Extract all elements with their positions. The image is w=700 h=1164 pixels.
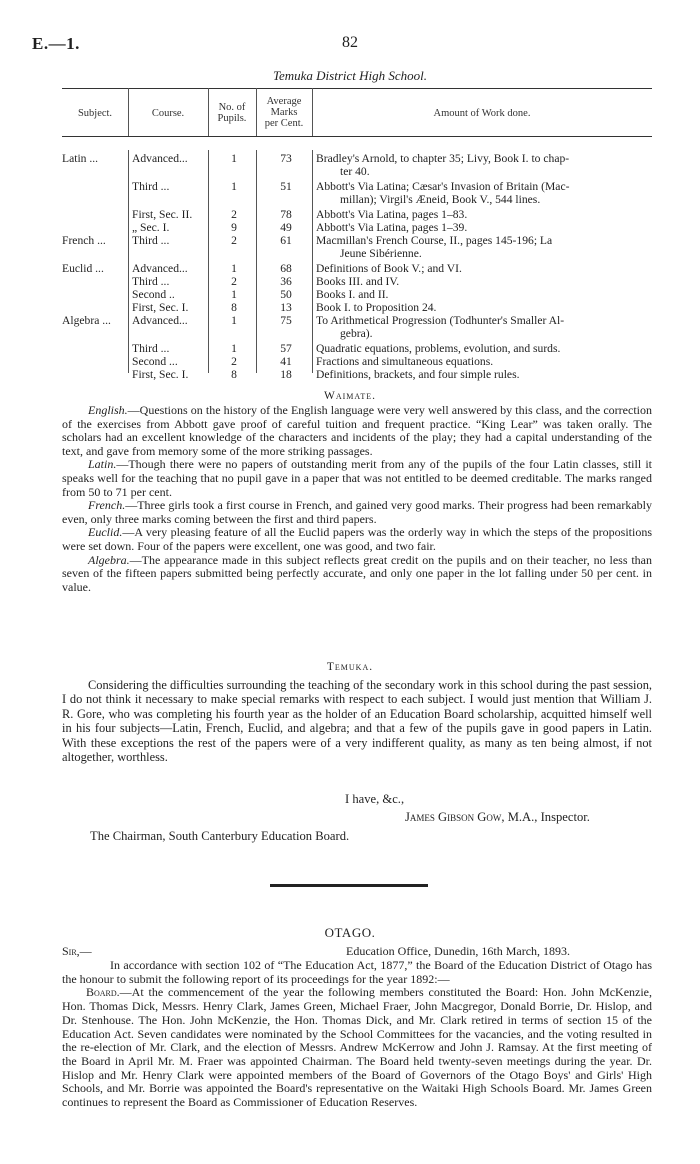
subject-cell: French ...	[62, 234, 106, 247]
page-number: 82	[342, 34, 358, 51]
work-line: Abbott's Via Latina; Cæsar's Invasion of Britain (Mac-	[316, 180, 570, 193]
addressee: The Chairman, South Canterbury Education Board.	[90, 829, 350, 843]
closing-line: I have, &c.,	[345, 792, 405, 806]
pupils-cell: 1	[231, 314, 237, 327]
work-cell	[316, 368, 652, 381]
paragraph-euclid	[62, 526, 652, 553]
marks-cell: 13	[280, 301, 292, 314]
header-marks-line: Marks	[270, 107, 298, 118]
work-line: Fractions and simultaneous equations.	[316, 355, 494, 368]
marks-cell: 51	[280, 180, 292, 193]
course-cell: Second ..	[132, 288, 175, 301]
work-line: Bradley's Arnold, to chapter 35; Livy, Book I. to chap-	[316, 152, 570, 165]
work-line: Quadratic equations, problems, evolution, and surds.	[316, 342, 561, 355]
salutation: Sir,—	[62, 944, 92, 958]
pupils-cell: 2	[231, 208, 237, 221]
course-cell: First, Sec. I.	[132, 368, 189, 381]
work-cell	[316, 301, 652, 314]
header-pupils-line: Pupils.	[217, 113, 247, 124]
header-subject: Subject.	[77, 108, 113, 119]
header-pupils-line: No. of	[218, 102, 246, 113]
table-title: Temuka District High School.	[272, 68, 428, 83]
course-cell: Advanced...	[132, 314, 188, 327]
otago-heading: OTAGO.	[324, 925, 376, 940]
pupils-cell: 8	[231, 301, 237, 314]
document-reference: E.—1.	[32, 34, 80, 53]
paragraph-latin	[62, 458, 652, 499]
column-divider	[128, 150, 129, 373]
header-marks	[256, 96, 312, 129]
pupils-cell: 2	[231, 355, 237, 368]
column-divider	[312, 150, 313, 373]
pupils-cell: 9	[231, 221, 237, 234]
course-cell: Third ...	[132, 342, 170, 355]
inspector-title: , M.A., Inspector.	[501, 810, 590, 824]
table-top-rule	[62, 88, 652, 89]
course-cell: Second ...	[132, 355, 178, 368]
marks-cell: 68	[280, 262, 292, 275]
course-cell: Third ...	[132, 275, 170, 288]
waimate-report	[62, 404, 652, 594]
marks-cell: 73	[280, 152, 292, 165]
table-header-rule	[62, 136, 652, 137]
paragraph-text: —Though there were no papers of outstanding merit from any of the pupils of the four Latin classes, still it speaks well for the teaching that no pupil gave in a paper that was not entitled to be deemed creditable. The marks ranged from 50 to 71 per cent.	[62, 457, 652, 499]
paragraph-text: Considering the difficulties surrounding the teaching of the secondary work in this school during the past session, I do not think it necessary to make special remarks with respect to each subject. I would just mention that William J. R. Gore, who was completing his fourth year as the holder of an Education Board scholarship, acquitted himself well in his four subjects—Latin, French, Euclid, and algebra; and that a few of the pupils gave in good papers in Latin. With these exceptions the rest of the papers were of a very indifferent quality, as many as ten being almost, if not altogether, worthless.	[62, 678, 652, 765]
paragraph-algebra	[62, 554, 652, 595]
work-cell	[316, 152, 652, 178]
paragraph-french	[62, 499, 652, 526]
column-divider	[256, 150, 257, 373]
subject-label: Euclid.	[88, 525, 123, 540]
subject-cell: Euclid ...	[62, 262, 104, 275]
temuka-heading: Temuka.	[326, 661, 374, 673]
pupils-cell: 1	[231, 262, 237, 275]
marks-cell: 78	[280, 208, 292, 221]
course-cell: „ Sec. I.	[132, 221, 170, 234]
work-cell	[316, 275, 652, 288]
paragraph-text: —At the commencement of the year the following members constituted the Board: Hon. John McKenzie, Hon. Thomas Dick, Messrs. Henry Clark, James Green, Michael Fraer, John Macgregor, Donald Borrie, Dr. Hislop, and Dr. Stenhouse. The Hon. John McKenzie, the Hon. Thomas Dick, and Mr. Clark retired in terms of section 15 of the Education Act. Seven candidates were nominated by the School Committees for the vacancies, and the voting resulted in the re-election of Mr. Clark, and the election of Messrs. Andrew McKerrow and John J. Ramsay. At the first meeting of the Board in April Mr. M. Fraer was appointed Chairman. The Board held twenty-seven meetings during the year. Dr. Hislop and Mr. Henry Clark were appointed members of the Board of Governors of the Otago Boys' and Girls' High Schools, and Mr. Borrie was appointed the Board's representative on the Waitaki High Schools Board. Mr. James Green continues to represent the Board as Commissioner of Education Reserves.	[62, 985, 652, 1110]
work-line: Book I. to Proposition 24.	[316, 301, 437, 314]
otago-report	[62, 959, 652, 1110]
marks-cell: 50	[280, 288, 292, 301]
paragraph-english	[62, 404, 652, 458]
work-line: Books I. and II.	[316, 288, 389, 301]
temuka-report	[62, 678, 652, 764]
course-cell: First, Sec. I.	[132, 301, 189, 314]
intro-paragraph: In accordance with section 102 of “The Education Act, 1877,” the Board of the Education District of Otago has the honour to submit the following report of its proceedings for the year 1892:—	[62, 958, 652, 986]
subject-label: Algebra.	[88, 552, 130, 567]
work-line: Abbott's Via Latina, pages 1–83.	[316, 208, 468, 221]
header-course: Course.	[151, 108, 185, 119]
header-work: Amount of Work done.	[433, 108, 531, 119]
header-marks-line: Average	[266, 96, 302, 107]
paragraph-text: —Three girls took a first course in French, and gained very good marks. Their progress had been remarkably even, only three marks coming between the first and third papers.	[62, 498, 652, 526]
pupils-cell: 1	[231, 288, 237, 301]
marks-cell: 36	[280, 275, 292, 288]
work-line-continued: millan); Virgil's Æneid, Book V., 544 lines.	[340, 193, 541, 206]
header-marks-line: per Cent.	[264, 118, 304, 129]
paragraph-text: —The appearance made in this subject reflects great credit on the pupils and on their teacher, no less than seven of the fifteen papers submitted being perfectly accurate, and only one paper in the lot falling under 50 per cent. in value.	[62, 552, 652, 594]
work-line: Abbott's Via Latina, pages 1–39.	[316, 221, 468, 234]
work-line: Books III. and IV.	[316, 275, 400, 288]
work-line-continued: ter 40.	[340, 165, 370, 178]
pupils-cell: 8	[231, 368, 237, 381]
work-line: Definitions of Book V.; and VI.	[316, 262, 462, 275]
pupils-cell: 2	[231, 234, 237, 247]
course-cell: First, Sec. II.	[132, 208, 193, 221]
course-cell: Advanced...	[132, 152, 188, 165]
pupils-cell: 1	[231, 342, 237, 355]
subject-label: Latin.	[88, 457, 117, 472]
work-cell	[316, 208, 652, 221]
pupils-cell: 1	[231, 152, 237, 165]
work-cell	[316, 288, 652, 301]
work-line: To Arithmetical Progression (Todhunter's Smaller Al-	[316, 314, 565, 327]
work-line: Definitions, brackets, and four simple rules.	[316, 368, 520, 381]
marks-cell: 18	[280, 368, 292, 381]
work-cell	[316, 180, 652, 206]
board-paragraph	[62, 986, 652, 1109]
header-pupils	[208, 102, 256, 124]
signature-line	[405, 810, 590, 825]
course-cell: Third ...	[132, 234, 170, 247]
paragraph-text: —Questions on the history of the English language were very well answered by this class, and the correction of the exercises from Abbott gave proof of careful tuition and frequent practice. “King Lear” was taken orally. The scholars had an excellent knowledge of the characters and incidents of the play; they had a capital understanding of the text, and gave from memory some of the more striking passages.	[62, 403, 652, 458]
subject-cell: Latin ...	[62, 152, 99, 165]
work-cell	[316, 342, 652, 355]
marks-cell: 75	[280, 314, 292, 327]
work-cell	[316, 234, 652, 260]
course-cell: Advanced...	[132, 262, 188, 275]
inspector-name: James Gibson Gow	[405, 810, 502, 824]
subject-cell: Algebra ...	[62, 314, 111, 327]
work-cell	[316, 221, 652, 234]
work-line: Macmillan's French Course, II., pages 145-196; La	[316, 234, 553, 247]
board-label: Board.	[86, 985, 120, 1000]
work-line-continued: gebra).	[340, 327, 373, 340]
marks-cell: 57	[280, 342, 292, 355]
work-line-continued: Jeune Sibérienne.	[340, 247, 422, 260]
waimate-heading: Waimate.	[324, 390, 376, 402]
work-done-table	[62, 88, 652, 381]
marks-cell: 41	[280, 355, 292, 368]
course-cell: Third ...	[132, 180, 170, 193]
pupils-cell: 2	[231, 275, 237, 288]
dateline: Education Office, Dunedin, 16th March, 1893.	[346, 944, 571, 958]
marks-cell: 61	[280, 234, 292, 247]
marks-cell: 49	[280, 221, 292, 234]
column-divider	[208, 150, 209, 373]
paragraph-text: —A very pleasing feature of all the Euclid papers was the orderly way in which the steps of the propositions were set down. Four of the papers were excellent, one was good, and two fair.	[62, 525, 652, 553]
subject-label: French.	[88, 498, 126, 513]
section-divider	[270, 884, 428, 887]
subject-label: English.	[88, 403, 128, 417]
work-cell	[316, 355, 652, 368]
pupils-cell: 1	[231, 180, 237, 193]
work-cell	[316, 262, 652, 275]
work-cell	[316, 314, 652, 340]
